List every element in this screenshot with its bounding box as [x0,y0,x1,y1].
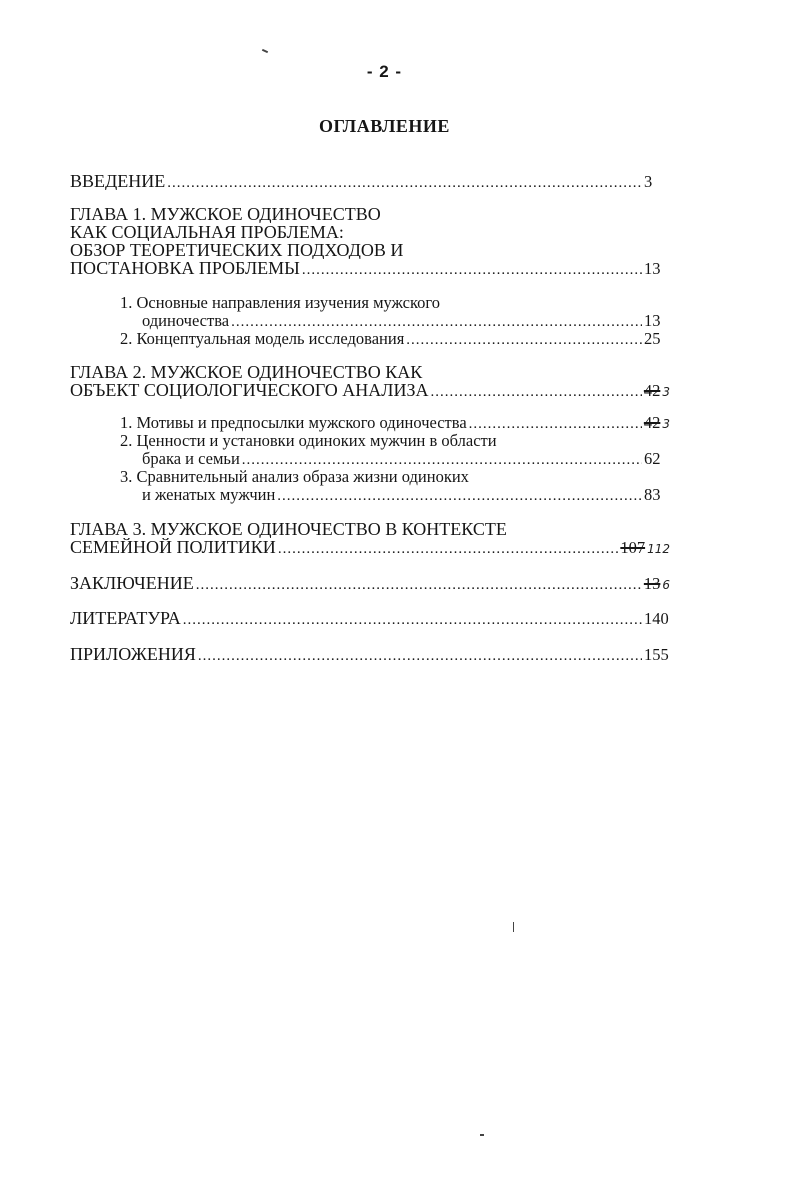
entry-page-group [644,575,670,592]
entry-page-group [644,414,670,432]
entry-page: 3 [644,172,653,190]
toc-entry-literature[interactable] [70,609,670,627]
toc-entry-section-2-3[interactable] [120,468,670,504]
entry-line: 3. Сравнительный анализ образа жизни одиноких [120,468,469,486]
entry-label: ВВЕДЕНИЕ [70,172,166,190]
leader-dots [277,487,642,504]
scan-speck [262,49,268,53]
entry-page: 83 [644,486,661,504]
entry-label: ОБЪЕКТ СОЦИОЛОГИЧЕСКОГО АНАЛИЗА [70,381,429,399]
leader-dots [198,647,642,663]
entry-label: ЗАКЛЮЧЕНИЕ [70,574,194,592]
toc-entry-conclusion[interactable] [70,574,670,592]
toc-entry-appendix[interactable] [70,645,670,663]
leader-dots [406,331,642,348]
entry-page: 13 [644,312,661,330]
entry-page: 13 [643,574,661,592]
entry-line: 2. Ценности и установки одиноких мужчин в области [120,432,497,450]
entry-label: одиночества [142,312,230,330]
page-number: - 2 - [366,62,403,81]
handwritten-correction: 3 [662,417,670,431]
entry-label: ПРИЛОЖЕНИЯ [70,645,196,663]
entry-line: КАК СОЦИАЛЬНАЯ ПРОБЛЕМА: [70,223,344,241]
toc-entry-section-2-1[interactable] [120,414,670,432]
entry-line: ГЛАВА 1. МУЖСКОЕ ОДИНОЧЕСТВО [70,205,381,223]
scan-speck [480,1134,484,1136]
handwritten-correction: 112 [647,542,670,556]
entry-label: 2. Концептуальная модель исследования [120,330,405,348]
entry-page: 42 [643,414,661,432]
entry-label: ЛИТЕРАТУРА [70,609,181,627]
scan-speck [513,922,514,932]
entry-page: 25 [644,330,661,348]
leader-dots [302,261,642,277]
toc-entry-chapter-1[interactable] [70,205,670,277]
leader-dots [242,451,642,468]
entry-label: ПОСТАНОВКА ПРОБЛЕМЫ [70,259,300,277]
entry-page: 107 [620,538,646,556]
toc-title: ОГЛАВЛЕНИЕ [319,116,450,136]
entry-page-group [644,382,670,399]
entry-line: ОБЗОР ТЕОРЕТИЧЕСКИХ ПОДХОДОВ И [70,241,404,259]
entry-page: 140 [644,609,669,627]
entry-line: ГЛАВА 2. МУЖСКОЕ ОДИНОЧЕСТВО КАК [70,363,423,381]
entry-label: СЕМЕЙНОЙ ПОЛИТИКИ [70,538,276,556]
toc-entry-section-1-2[interactable] [120,330,670,348]
leader-dots [469,415,642,432]
entry-page: 13 [644,259,661,277]
leader-dots [167,174,642,190]
toc-entry-chapter-3[interactable] [70,520,670,556]
handwritten-correction: 6 [662,578,670,592]
leader-dots [431,383,642,399]
toc-entry-section-1-1[interactable] [120,294,670,330]
entry-label: 1. Мотивы и предпосылки мужского одиночества [120,414,467,432]
leader-dots [231,313,642,330]
leader-dots [278,540,619,556]
toc-entry-section-2-2[interactable] [120,432,670,468]
handwritten-correction: 3 [662,385,670,399]
entry-label: брака и семьи [142,450,240,468]
toc-entry-chapter-2[interactable] [70,363,670,399]
entry-line: ГЛАВА 3. МУЖСКОЕ ОДИНОЧЕСТВО В КОНТЕКСТЕ [70,520,507,538]
entry-label: и женатых мужчин [142,486,276,504]
entry-page: 42 [643,381,661,399]
leader-dots [183,611,642,627]
entry-page: 155 [644,645,669,663]
entry-page: 62 [644,450,661,468]
entry-line: 1. Основные направления изучения мужского [120,294,441,312]
toc-entry-introduction[interactable] [70,172,670,190]
leader-dots [196,576,642,592]
entry-page-group [620,539,670,556]
